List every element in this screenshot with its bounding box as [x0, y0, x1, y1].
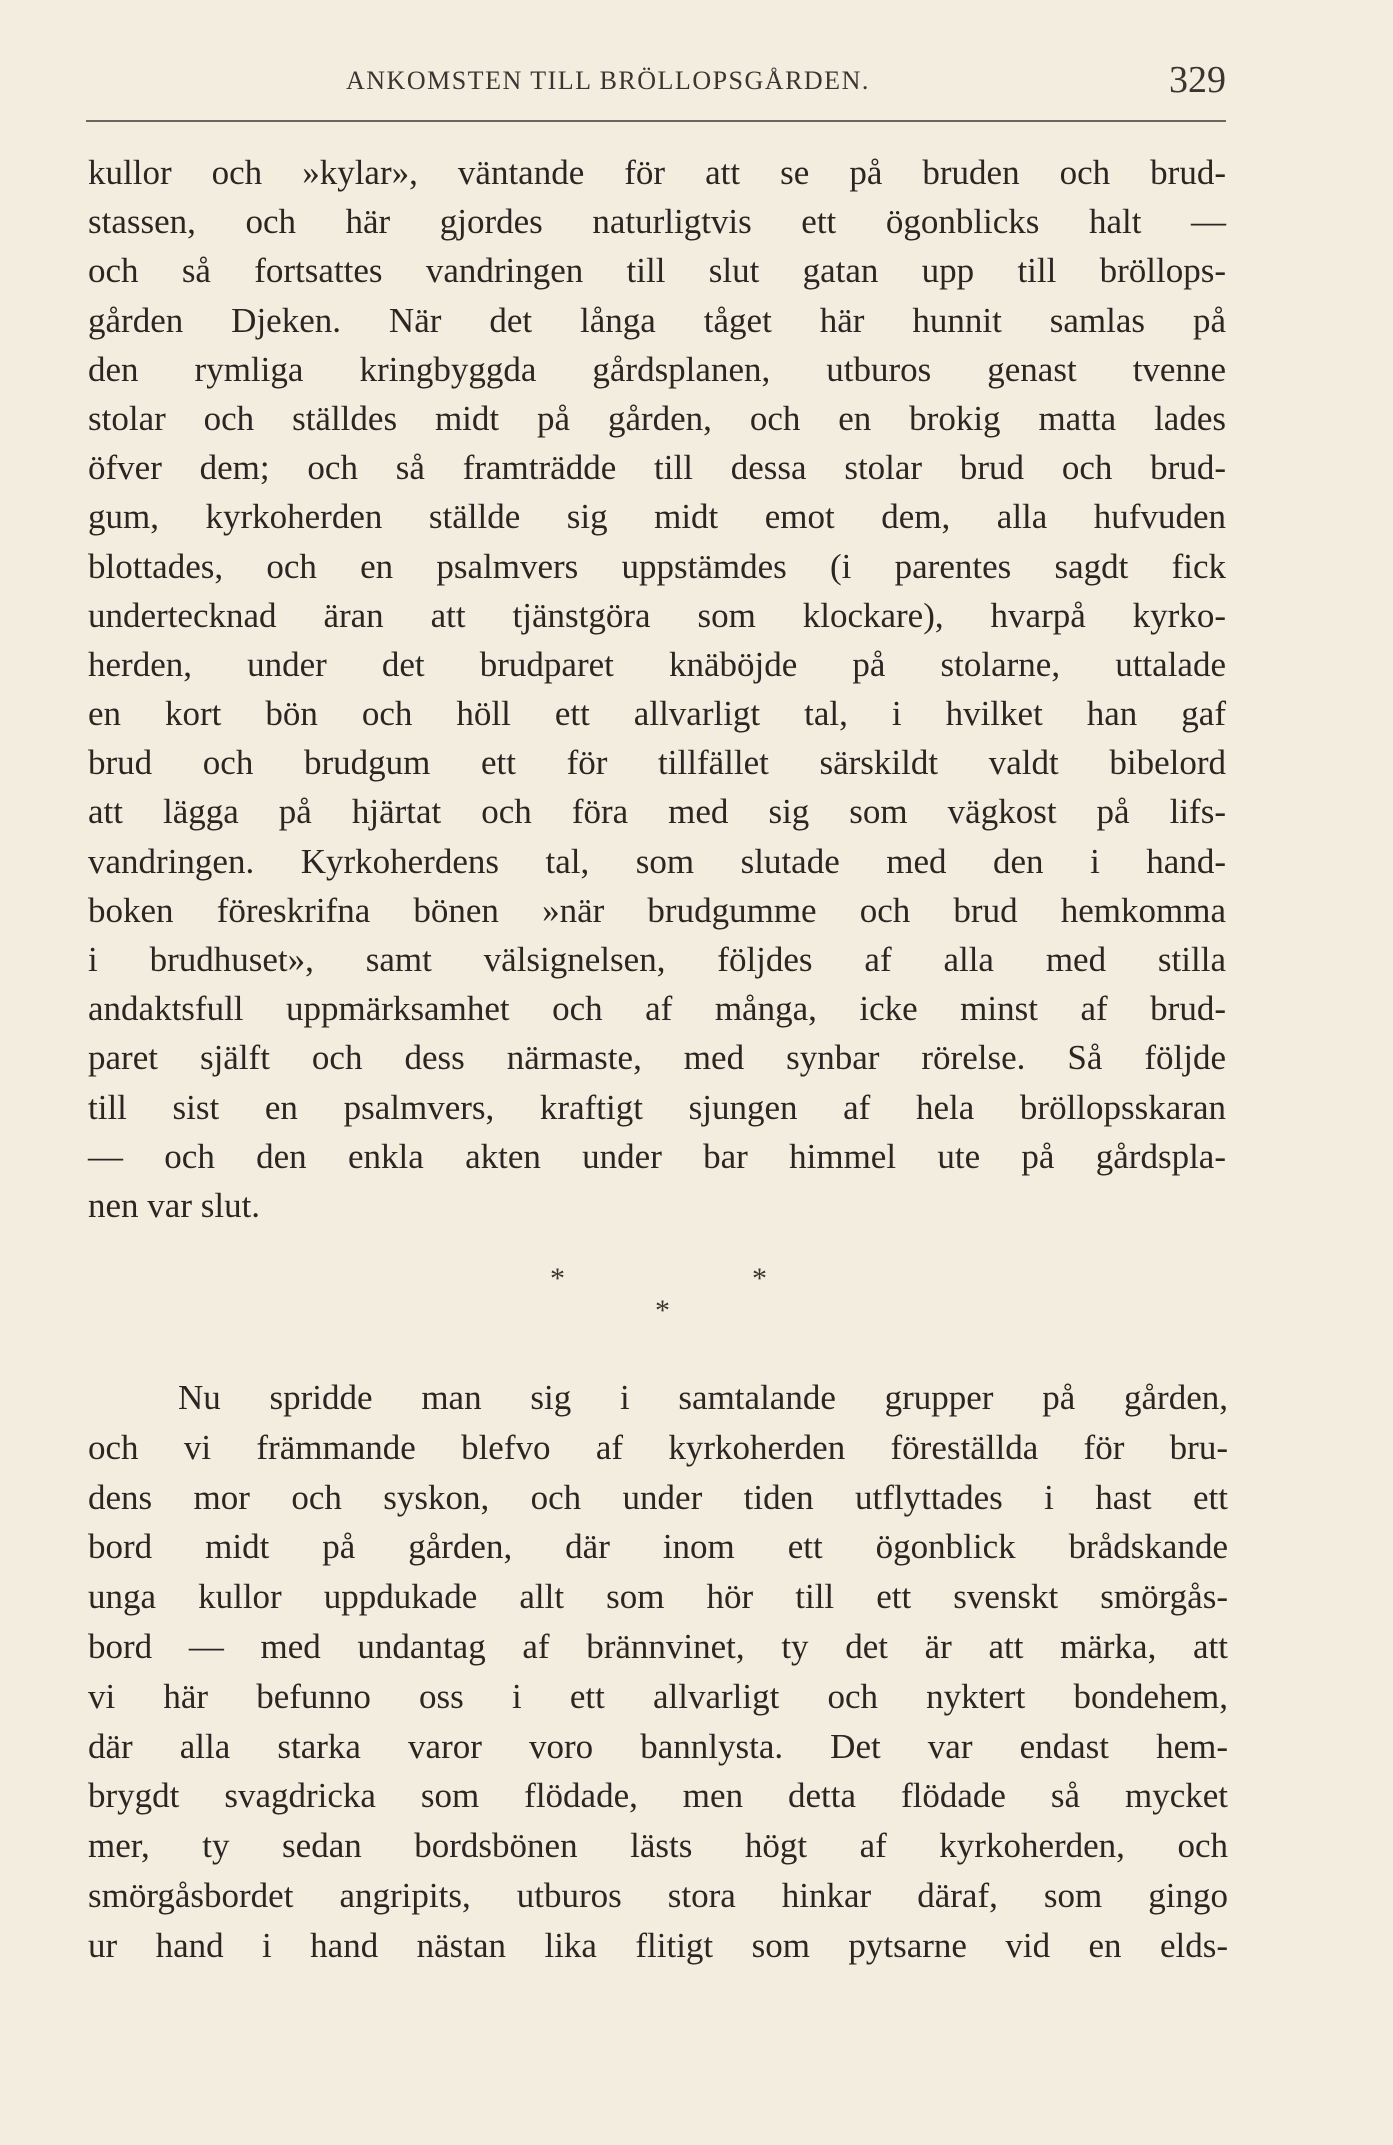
text-line: den rymliga kringbyggda gårdsplanen, utburos genast tvenne — [88, 349, 1226, 389]
text-line: vi här befunno oss i ett allvarligt och nyktert bondehem, — [88, 1676, 1228, 1716]
page-header — [86, 58, 1226, 118]
text-line: dens mor och syskon, och under tiden utflyttades i hast ett — [88, 1477, 1228, 1517]
text-line: i brudhuset», samt välsignelsen, följdes af alla med stilla — [88, 940, 1226, 979]
text-line: öfver dem; och så framträdde till dessa stolar brud och brud- — [88, 448, 1226, 488]
text-line: nen var slut. — [88, 1185, 261, 1225]
asterisk: * — [655, 1294, 670, 1327]
text-line: blottades, och en psalmvers uppstämdes (i parentes sagdt fick — [88, 546, 1226, 586]
text-line: stolar och ställdes midt på gården, och en brokig matta lades — [88, 398, 1226, 438]
text-line: ur hand i hand nästan lika flitigt som pytsarne vid en elds- — [88, 1925, 1228, 1965]
text-line: undertecknad äran att tjänstgöra som klockare), hvarpå kyrko- — [88, 595, 1226, 635]
text-line: en kort bön och höll ett allvarligt tal, i hvilket han gaf — [88, 694, 1226, 734]
text-line: kullor och »kylar», väntande för att se på bruden och brud- — [88, 153, 1226, 192]
text-line: Nu spridde man sig i samtalande grupper på gården, — [178, 1378, 1228, 1417]
text-line: vandringen. Kyrkoherdens tal, som slutade med den i hand- — [88, 841, 1226, 881]
text-line: och så fortsattes vandringen till slut gatan upp till bröllops- — [88, 251, 1226, 291]
text-line: brygdt svagdricka som flödade, men detta flödade så mycket — [88, 1776, 1228, 1816]
text-line: herden, under det brudparet knäböjde på stolarne, uttalade — [88, 644, 1226, 684]
running-title: ANKOMSTEN TILL BRÖLLOPSGÅRDEN. — [346, 66, 870, 95]
text-line: stassen, och här gjordes naturligtvis ett ögonblicks halt — — [88, 202, 1226, 242]
text-line: till sist en psalmvers, kraftigt sjungen af hela bröllopsskaran — [88, 1087, 1226, 1127]
text-line: andaktsfull uppmärksamhet och af många, icke minst af brud- — [88, 989, 1226, 1029]
paragraph-2 — [88, 1373, 1228, 1971]
asterisk: * — [550, 1262, 565, 1295]
text-line: gården Djeken. När det långa tåget här hunnit samlas på — [88, 300, 1226, 340]
text-line: — och den enkla akten under bar himmel ute på gårdspla- — [88, 1136, 1226, 1176]
text-line: smörgåsbordet angripits, utburos stora hinkar däraf, som gingo — [88, 1875, 1228, 1915]
text-line: paret själft och dess närmaste, med synbar rörelse. Så följde — [88, 1038, 1226, 1078]
text-line: mer, ty sedan bordsbönen lästs högt af kyrkoherden, och — [88, 1826, 1228, 1866]
text-line: bord — med undantag af brännvinet, ty det är att märka, att — [88, 1626, 1228, 1666]
page-number: 329 — [1169, 59, 1226, 101]
text-line: unga kullor uppdukade allt som hör till ett svenskt smörgås- — [88, 1577, 1228, 1617]
asterisk: * — [752, 1262, 767, 1295]
paragraph-1 — [88, 148, 1226, 1230]
section-separator — [0, 1262, 1393, 1342]
text-line: brud och brudgum ett för tillfället särskildt valdt bibelord — [88, 743, 1226, 783]
text-line: boken föreskrifna bönen »när brudgumme och brud hemkomma — [88, 890, 1226, 930]
text-line: gum, kyrkoherden ställde sig midt emot dem, alla hufvuden — [88, 497, 1226, 537]
text-line: att lägga på hjärtat och föra med sig som vägkost på lifs- — [88, 792, 1226, 832]
text-line: där alla starka varor voro bannlysta. Det var endast hem- — [88, 1726, 1228, 1766]
text-line: och vi främmande blefvo af kyrkoherden föreställda för bru- — [88, 1427, 1228, 1467]
header-rule — [86, 120, 1226, 122]
text-line: bord midt på gården, där inom ett ögonblick brådskande — [88, 1527, 1228, 1567]
